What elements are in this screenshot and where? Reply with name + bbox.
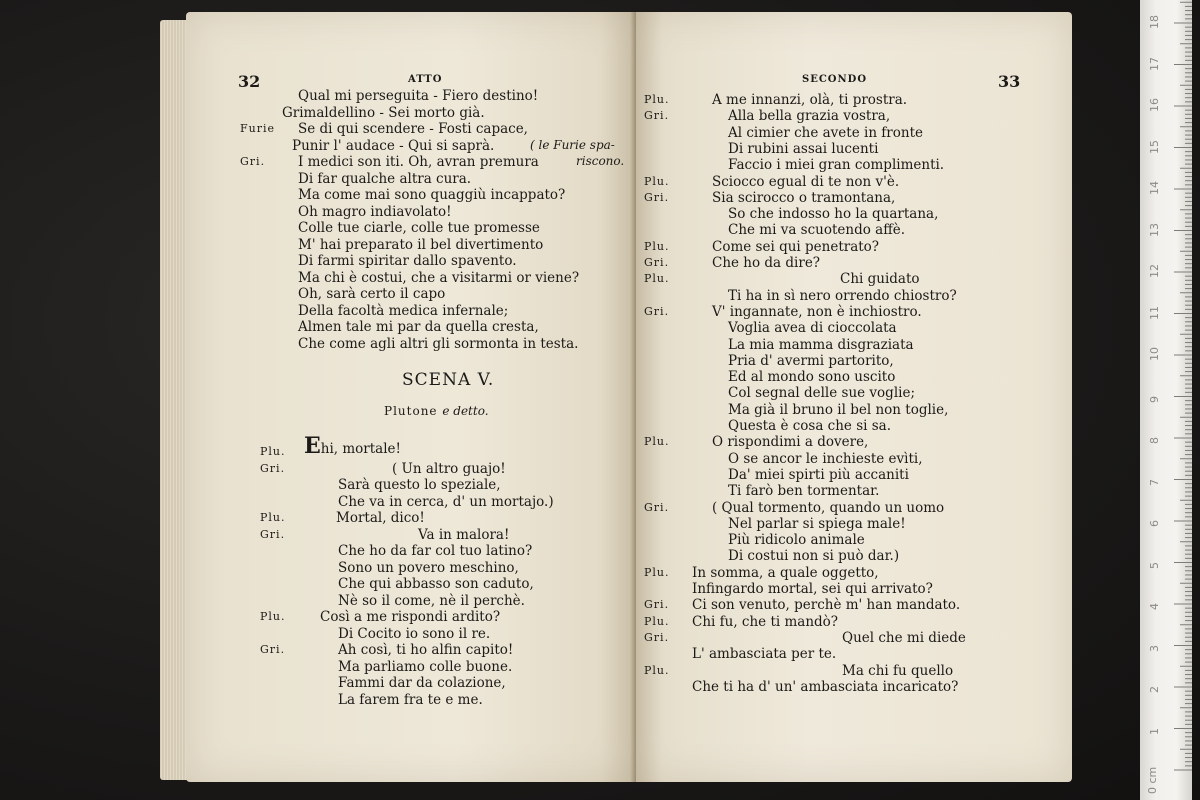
verse-line: Sciocco egual di te non v'è. <box>712 173 900 190</box>
verse-line: La mia mamma disgraziata <box>728 336 914 353</box>
speaker-label: Gri. <box>260 527 286 541</box>
speaker-label: Plu. <box>260 610 286 623</box>
verse-line: Che qui abbasso son caduto, <box>338 576 534 592</box>
verse-line: Così a me rispondi ardito? <box>320 609 501 625</box>
verse-line: Che mi va scuotendo affè. <box>728 222 906 239</box>
left-page-number: 32 <box>238 72 261 91</box>
scene-cast-rest: e detto. <box>442 404 489 418</box>
right-running-head: SECONDO <box>802 74 868 85</box>
verse-line: Ed al mondo sono uscito <box>728 369 896 386</box>
ruler-number: 4 <box>1148 603 1161 610</box>
verse-line: Al cimier che avete in fronte <box>728 124 923 141</box>
open-book <box>160 12 1072 782</box>
verse-line: I medici son iti. Oh, avran premura <box>298 154 539 170</box>
verse-line: Sarà questo lo speziale, <box>338 477 501 493</box>
verse-line: Grimaldellino - Sei morto già. <box>282 104 485 121</box>
verse-line: Ci son venuto, perchè m' han mandato. <box>692 597 961 614</box>
speaker-label: Plu. <box>260 445 286 458</box>
ruler-number: 5 <box>1148 561 1161 569</box>
verse-line: Che ho da dire? <box>712 255 821 271</box>
verse-line: Che come agli altri gli sormonta in testa. <box>298 335 579 352</box>
verse-line: Oh, sarà certo il capo <box>298 286 446 302</box>
ruler-number: 17 <box>1148 56 1161 71</box>
verse-line: Almen tale mi par da quella cresta, <box>298 319 539 335</box>
ruler-number: 6 <box>1148 520 1161 527</box>
speaker-label: Gri. <box>644 256 670 269</box>
speaker-label: Gri. <box>644 598 670 612</box>
verse-line: Chi fu, che ti mandò? <box>692 613 839 630</box>
verse-line: Qual mi perseguita - Fiero destino! <box>298 88 539 104</box>
verse-line: Sia scirocco o tramontana, <box>712 189 896 206</box>
stage-direction-line-2: riscono. <box>576 154 625 168</box>
verse-line: Ma chi è costui, che a visitarmi or viene? <box>298 269 580 286</box>
verse-line: Più ridicolo animale <box>728 532 865 549</box>
verse-line: Quel che mi diede <box>842 629 966 646</box>
verse-line: Come sei qui penetrato? <box>712 238 880 255</box>
verse-line: Che ho da far col tuo latino? <box>338 543 533 559</box>
ruler-number: 15 <box>1148 139 1161 154</box>
verse-line: ( Un altro guajo! <box>392 460 506 477</box>
verse-line: Va in malora! <box>418 526 510 543</box>
speaker-label: Gri. <box>644 500 670 514</box>
left-running-head: ATTO <box>408 74 443 85</box>
verse-line: A me innanzi, olà, ti prostra. <box>712 92 908 108</box>
speaker-label: Plu. <box>644 272 670 286</box>
verse-line: Pria d' avermi partorito, <box>728 352 894 369</box>
verse-line: Oh magro indiavolato! <box>298 203 452 220</box>
verse-line: Sono un povero meschino, <box>338 559 519 576</box>
verse-line: Di farmi spiritar dallo spavento. <box>298 253 517 269</box>
verse-line: Ma come mai sono quaggiù incappato? <box>298 187 566 203</box>
verse-line: Di costui non si può dar.) <box>728 548 900 565</box>
verse-line: Che ti ha d' un' ambasciata incaricato? <box>692 678 959 695</box>
verse-line: Fammi dar da colazione, <box>338 675 506 691</box>
verse-line: Ma chi fu quello <box>842 662 954 679</box>
verse-line: V' ingannate, non è inchiostro. <box>712 303 922 320</box>
speaker-label: Plu. <box>260 511 286 524</box>
right-page-number: 33 <box>998 72 1021 91</box>
ruler-number: 18 <box>1148 15 1161 29</box>
speaker-label: Furie <box>240 122 276 135</box>
verse-line: Mortal, dico! <box>336 510 425 526</box>
verse-line: Ma parliamo colle buone. <box>338 658 513 675</box>
scene-cast <box>384 404 489 418</box>
verse-line: Di far qualche altra cura. <box>298 170 472 187</box>
ruler-unit-label: 0 cm <box>1146 766 1159 794</box>
ruler-number: 7 <box>1148 478 1161 486</box>
speaker-label: Gri. <box>260 643 286 656</box>
verse-line: Se di qui scendere - Fosti capace, <box>298 121 528 137</box>
verse-line: Chi guidato <box>840 271 920 288</box>
verse-line: L' ambasciata per te. <box>692 646 837 663</box>
ruler-number: 1 <box>1148 727 1161 735</box>
verse-line: La farem fra te e me. <box>338 691 483 708</box>
verse-line: Infingardo mortal, sei qui arrivato? <box>692 581 933 597</box>
verse-line: Alla bella grazia vostra, <box>728 108 891 125</box>
drop-cap: E <box>304 433 321 459</box>
verse-line: Colle tue ciarle, colle tue promesse <box>298 220 540 236</box>
ruler-number: 11 <box>1148 305 1161 320</box>
ruler-number: 3 <box>1148 644 1161 652</box>
ruler-number: 16 <box>1148 98 1161 112</box>
verse-line: Nel parlar si spiega male! <box>728 515 906 532</box>
verse-line: Questa è cosa che si sa. <box>728 418 892 434</box>
ruler-number: 14 <box>1148 181 1161 195</box>
verse-line: Da' miei spirti più accaniti <box>728 466 909 483</box>
speaker-label: Plu. <box>644 174 670 188</box>
verse-line: Ehi, mortale! <box>304 433 401 459</box>
verse-line: Che va in cerca, d' un mortajo.) <box>338 493 554 510</box>
speaker-label: Gri. <box>240 155 266 168</box>
scene-title: SCENA V. <box>402 370 495 390</box>
speaker-label: Plu. <box>644 435 670 449</box>
verse-line: Voglia avea di cioccolata <box>728 320 897 337</box>
ruler-number: 2 <box>1148 686 1161 693</box>
verse-line: Ah così, ti ho alfin capito! <box>338 642 514 658</box>
verse-line: Punir l' audace - Qui si saprà. <box>292 137 495 154</box>
speaker-label: Gri. <box>644 190 670 204</box>
speaker-label: Plu. <box>644 93 670 106</box>
measuring-ruler <box>1140 0 1192 800</box>
verse-line: Ti farò ben tormentar. <box>728 483 880 500</box>
verse-line: Di Cocito io sono il re. <box>338 625 491 642</box>
left-page <box>186 12 636 782</box>
ruler-number: 8 <box>1148 437 1161 444</box>
verse-line: In somma, a quale oggetto, <box>692 564 879 581</box>
stage-direction-line-1: ( le Furie spa- <box>530 138 615 152</box>
ruler-number: 13 <box>1148 222 1161 237</box>
speaker-label: Gri. <box>260 461 286 475</box>
right-page <box>636 12 1072 782</box>
verse-line: Col segnal delle sue voglie; <box>728 385 915 402</box>
verse-line: Di rubini assai lucenti <box>728 140 879 157</box>
ruler-number: 10 <box>1148 347 1161 361</box>
speaker-label: Plu. <box>644 239 670 253</box>
speaker-label: Plu. <box>644 565 670 579</box>
speaker-label: Gri. <box>644 109 670 123</box>
scene-cast-name: Plutone <box>384 404 438 418</box>
verse-line: Nè so il come, nè il perchè. <box>338 592 525 609</box>
speaker-label: Gri. <box>644 630 670 644</box>
verse-line: Ti ha in sì nero orrendo chiostro? <box>728 287 957 304</box>
verse-line: M' hai preparato il bel divertimento <box>298 236 544 253</box>
ruler-number: 12 <box>1148 264 1161 278</box>
speaker-label: Plu. <box>644 614 670 628</box>
verse-line: O rispondimi a dovere, <box>712 434 869 451</box>
verse-line: Ma già il bruno il bel non toglie, <box>728 401 949 418</box>
speaker-label: Gri. <box>644 304 670 318</box>
verse-line: O se ancor le inchieste evìti, <box>728 450 923 467</box>
verse-line: So che indosso ho la quartana, <box>728 206 939 223</box>
verse-line: ( Qual tormento, quando un uomo <box>712 499 945 516</box>
speaker-label: Plu. <box>644 663 670 677</box>
ruler-number: 9 <box>1148 395 1161 403</box>
verse-line: Faccio i miei gran complimenti. <box>728 157 945 174</box>
verse-line: Della facoltà medica infernale; <box>298 302 509 319</box>
